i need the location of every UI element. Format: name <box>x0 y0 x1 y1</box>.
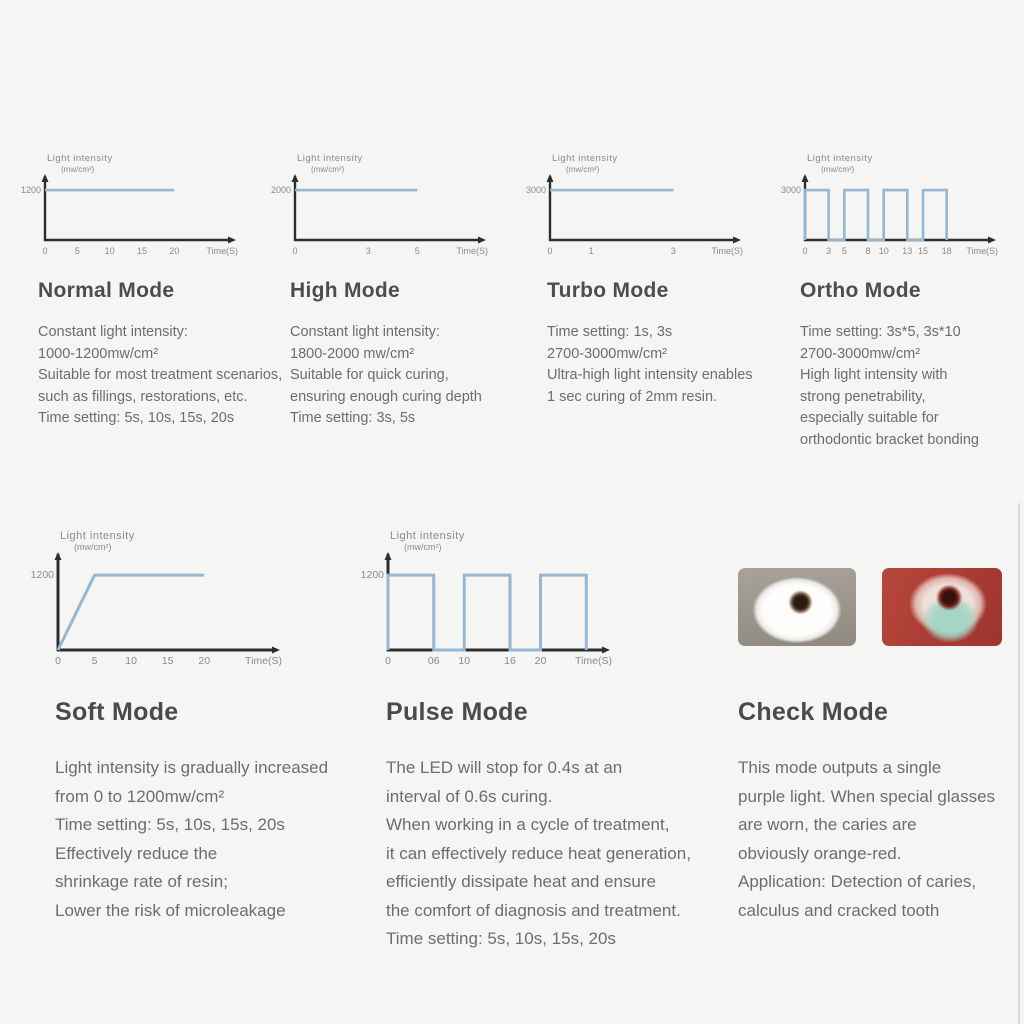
description-line: 1 sec curing of 2mm resin. <box>547 388 718 405</box>
check-mode-photo-normal-light <box>738 568 856 646</box>
svg-text:Time(S): Time(S) <box>245 655 282 667</box>
high-mode-title: High Mode <box>290 279 401 302</box>
svg-text:0: 0 <box>385 655 391 667</box>
svg-text:Light intensity: Light intensity <box>297 153 363 164</box>
normal-mode-title: Normal Mode <box>38 279 175 302</box>
description-line: Time setting: 1s, 3s <box>547 324 673 340</box>
svg-text:Light intensity: Light intensity <box>390 530 465 542</box>
svg-text:0: 0 <box>802 246 808 256</box>
description-line: Ultra-high light intensity enables <box>547 367 753 383</box>
svg-text:8: 8 <box>865 246 871 256</box>
description-line: This mode outputs a single <box>738 758 942 777</box>
svg-text:5: 5 <box>414 246 420 256</box>
check-mode-photo-caries-detection <box>882 568 1002 646</box>
svg-text:(mw/cm²): (mw/cm²) <box>311 165 345 174</box>
svg-text:Light intensity: Light intensity <box>807 153 873 164</box>
description-line: especially suitable for <box>800 410 939 426</box>
description-line: orthodontic bracket bonding <box>800 431 979 448</box>
description-line: 1800-2000 mw/cm² <box>290 345 415 362</box>
description-line: efficiently dissipate heat and ensure <box>386 872 656 891</box>
svg-text:(mw/cm²): (mw/cm²) <box>821 165 855 174</box>
svg-text:1200: 1200 <box>30 569 54 582</box>
check-mode-description <box>738 754 995 925</box>
description-line: are worn, the caries are <box>738 815 917 834</box>
description-line: When working in a cycle of treatment, <box>386 815 670 834</box>
description-line: interval of 0.6s curing. <box>386 786 553 806</box>
description-line: such as fillings, restorations, etc. <box>38 388 248 405</box>
description-line: the comfort of diagnosis and treatment. <box>386 900 681 920</box>
description-line: 2700-3000mw/cm² <box>800 345 921 362</box>
svg-text:15: 15 <box>136 246 147 256</box>
svg-text:Time(S): Time(S) <box>575 655 612 667</box>
turbo-mode-chart <box>520 150 745 258</box>
svg-text:15: 15 <box>918 246 929 256</box>
svg-text:0: 0 <box>55 655 61 667</box>
soft-mode-title: Soft Mode <box>55 698 179 726</box>
description-line: ensuring enough curing depth <box>290 388 482 405</box>
description-line: Time setting: 3s, 5s <box>290 410 416 426</box>
svg-text:20: 20 <box>198 655 211 667</box>
ortho-mode-description <box>800 322 979 451</box>
svg-text:1: 1 <box>588 246 594 256</box>
soft-mode-description <box>55 754 328 925</box>
description-line: shrinkage rate of resin; <box>55 872 228 891</box>
high-mode-chart <box>265 150 490 258</box>
svg-text:Light intensity: Light intensity <box>60 530 135 542</box>
description-line: Time setting: 3s*5, 3s*10 <box>800 324 961 340</box>
svg-text:(mw/cm²): (mw/cm²) <box>566 165 600 174</box>
svg-text:(mw/cm²): (mw/cm²) <box>404 542 442 552</box>
svg-text:18: 18 <box>941 246 952 256</box>
svg-text:(mw/cm²): (mw/cm²) <box>61 165 95 174</box>
svg-text:0: 0 <box>42 246 48 256</box>
svg-text:5: 5 <box>841 246 847 256</box>
svg-text:3: 3 <box>365 246 371 256</box>
svg-text:Time(S): Time(S) <box>711 246 743 256</box>
description-line: Time setting: 5s, 10s, 15s, 20s <box>386 929 616 948</box>
description-line: Light intensity is gradually increased <box>55 758 329 777</box>
svg-text:3000: 3000 <box>780 185 801 196</box>
pulse-mode-title: Pulse Mode <box>386 698 528 726</box>
svg-text:5: 5 <box>74 246 80 256</box>
ortho-mode-chart <box>775 150 1000 258</box>
high-mode-description <box>290 322 482 430</box>
description-line: The LED will stop for 0.4s at an <box>386 758 623 777</box>
svg-text:15: 15 <box>161 655 174 667</box>
turbo-mode-title: Turbo Mode <box>547 279 669 302</box>
svg-text:Light intensity: Light intensity <box>47 153 113 164</box>
svg-text:3: 3 <box>670 246 676 256</box>
pulse-mode-chart <box>354 528 614 668</box>
description-line: Application: Detection of caries, <box>738 872 977 891</box>
description-line: Effectively reduce the <box>55 843 218 863</box>
description-line: Constant light intensity: <box>290 324 440 340</box>
ortho-mode-title: Ortho Mode <box>800 279 921 302</box>
description-line: obviously orange-red. <box>738 843 902 863</box>
svg-text:06: 06 <box>427 655 440 667</box>
svg-text:20: 20 <box>534 655 547 667</box>
svg-text:0: 0 <box>292 246 298 256</box>
svg-text:3: 3 <box>826 246 832 256</box>
description-line: Time setting: 5s, 10s, 15s, 20s <box>38 410 235 426</box>
svg-text:Time(S): Time(S) <box>966 246 998 256</box>
svg-text:1200: 1200 <box>360 569 384 582</box>
svg-text:5: 5 <box>91 655 98 667</box>
svg-text:1200: 1200 <box>20 185 41 196</box>
svg-text:2000: 2000 <box>270 185 291 196</box>
svg-text:16: 16 <box>504 655 516 667</box>
normal-mode-chart <box>15 150 240 258</box>
svg-text:13: 13 <box>902 246 913 256</box>
description-line: strong penetrability, <box>800 388 926 405</box>
svg-text:(mw/cm²): (mw/cm²) <box>74 542 112 552</box>
svg-text:20: 20 <box>169 246 180 256</box>
description-line: Constant light intensity: <box>38 324 188 340</box>
description-line: it can effectively reduce heat generation, <box>386 843 691 863</box>
description-line: Lower the risk of microleakage <box>55 900 286 920</box>
description-line: High light intensity with <box>800 367 948 383</box>
description-line: from 0 to 1200mw/cm² <box>55 786 225 806</box>
description-line: Suitable for quick curing, <box>290 367 449 383</box>
description-line: purple light. When special glasses <box>738 786 996 806</box>
svg-text:10: 10 <box>458 655 471 667</box>
svg-text:Light intensity: Light intensity <box>552 153 618 164</box>
svg-text:Time(S): Time(S) <box>206 246 238 256</box>
svg-text:10: 10 <box>125 655 137 667</box>
right-edge-divider <box>1018 503 1020 1024</box>
soft-mode-chart <box>24 528 284 668</box>
svg-text:10: 10 <box>878 246 889 256</box>
pulse-mode-description <box>386 754 691 954</box>
description-line: 1000-1200mw/cm² <box>38 345 159 362</box>
description-line: Time setting: 5s, 10s, 15s, 20s <box>55 815 285 834</box>
check-mode-title: Check Mode <box>738 698 889 726</box>
svg-text:3000: 3000 <box>525 185 546 196</box>
svg-text:0: 0 <box>547 246 553 256</box>
normal-mode-description <box>38 322 282 430</box>
turbo-mode-description <box>547 322 753 408</box>
svg-text:10: 10 <box>104 246 115 256</box>
description-line: Suitable for most treatment scenarios, <box>38 367 283 383</box>
svg-text:Time(S): Time(S) <box>456 246 488 256</box>
description-line: calculus and cracked tooth <box>738 900 940 920</box>
description-line: 2700-3000mw/cm² <box>547 345 668 362</box>
